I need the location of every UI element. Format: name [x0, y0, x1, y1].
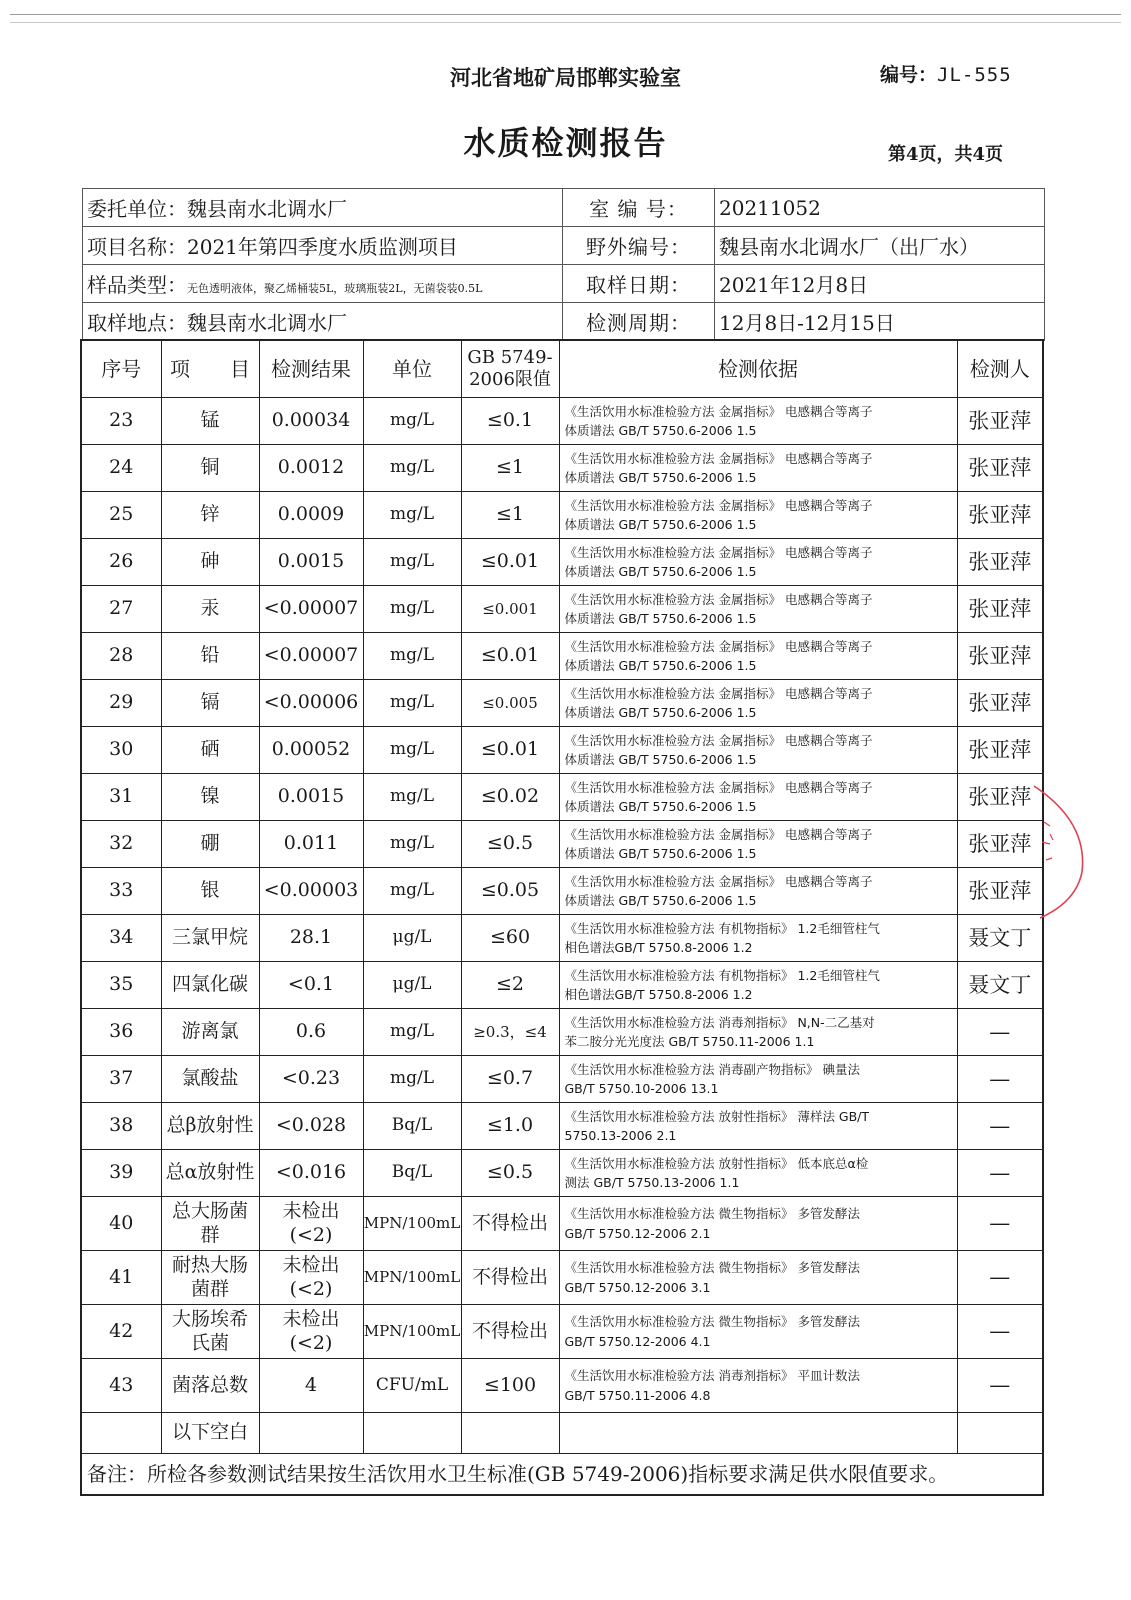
item-name: 锌 [161, 492, 259, 539]
item-name: 镉 [161, 680, 259, 727]
inspector-name: 张亚萍 [957, 539, 1043, 586]
basis-text-line2: 体质谱法 GB/T 5750.6-2006 1.5 [564, 470, 757, 485]
table-row [81, 1197, 1043, 1251]
item-name-line1: 耐热大肠 [171, 1253, 248, 1276]
unit-value: MPN/100mL [363, 1305, 461, 1359]
basis-text [559, 774, 957, 821]
row-number: 43 [81, 1359, 161, 1413]
basis-text-line1: 《生活饮用水标准检验方法 金属指标》 电感耦合等离子 [564, 732, 873, 748]
header-limit-line2: 2006限值 [469, 369, 551, 390]
result-value: <0.016 [259, 1150, 363, 1197]
basis-text-line2: 体质谱法 GB/T 5750.6-2006 1.5 [564, 846, 757, 861]
basis-text-line2: 体质谱法 GB/T 5750.6-2006 1.5 [564, 752, 757, 767]
inspector-name: 张亚萍 [957, 868, 1043, 915]
inspector-name: — [957, 1056, 1043, 1103]
result-value: <0.1 [259, 962, 363, 1009]
row-number: 32 [81, 821, 161, 868]
row-number: 30 [81, 727, 161, 774]
inspector-name: 张亚萍 [957, 492, 1043, 539]
item-name-line1: 大肠埃希 [171, 1307, 248, 1330]
basis-text-line1: 《生活饮用水标准检验方法 金属指标》 电感耦合等离子 [564, 591, 873, 607]
limit-value: ≤0.01 [461, 539, 559, 586]
lab-no-label: 室 编 号： [563, 189, 715, 227]
table-row [81, 445, 1043, 492]
table-row [81, 1454, 1043, 1496]
sampling-date-label: 取样日期： [563, 265, 715, 303]
header-unit: 单位 [363, 340, 461, 398]
blank-cell [957, 1413, 1043, 1454]
result-value: 28.1 [259, 915, 363, 962]
basis-text-line2: GB/T 5750.10-2006 13.1 [564, 1081, 719, 1096]
top-rule [10, 14, 1121, 15]
limit-value: 不得检出 [461, 1197, 559, 1251]
basis-text-line2: 5750.13-2006 2.1 [564, 1128, 677, 1143]
seal-marks [1042, 822, 1053, 860]
item-name [161, 1197, 259, 1251]
basis-text-line2: 体质谱法 GB/T 5750.6-2006 1.5 [564, 658, 757, 673]
row-number: 34 [81, 915, 161, 962]
limit-value: ≤2 [461, 962, 559, 1009]
project-value: 2021年第四季度水质监测项目 [187, 235, 458, 259]
serial-value: JL-555 [937, 64, 1012, 86]
header-item: 项 目 [161, 340, 259, 398]
limit-value: ≤1 [461, 445, 559, 492]
item-name [161, 1305, 259, 1359]
basis-text-line2: 体质谱法 GB/T 5750.6-2006 1.5 [564, 893, 757, 908]
location-value: 魏县南水北调水厂 [187, 311, 347, 335]
row-number: 29 [81, 680, 161, 727]
basis-text-line2: 体质谱法 GB/T 5750.6-2006 1.5 [564, 517, 757, 532]
client-cell [83, 189, 563, 227]
result-value: 0.011 [259, 821, 363, 868]
field-no-label: 野外编号： [563, 227, 715, 265]
basis-text [559, 1251, 957, 1305]
basis-text-line2: 苯二胺分光光度法 GB/T 5750.11-2006 1.1 [564, 1034, 815, 1049]
basis-text [559, 1150, 957, 1197]
table-row [81, 1056, 1043, 1103]
result-value: <0.028 [259, 1103, 363, 1150]
basis-text [559, 962, 957, 1009]
basis-text [559, 727, 957, 774]
table-row [81, 1103, 1043, 1150]
item-name-line2: 群 [200, 1223, 220, 1246]
basis-text [559, 1197, 957, 1251]
inspector-name: 张亚萍 [957, 398, 1043, 445]
table-row [81, 868, 1043, 915]
sample-type-cell [83, 265, 563, 303]
basis-text-line1: 《生活饮用水标准检验方法 金属指标》 电感耦合等离子 [564, 450, 873, 466]
red-seal-stamp [1030, 782, 1090, 922]
limit-value: ≤0.001 [461, 586, 559, 633]
row-number: 31 [81, 774, 161, 821]
info-row-project [83, 227, 1045, 265]
basis-text-line1: 《生活饮用水标准检验方法 有机物指标》 1.2毛细管柱气 [564, 920, 880, 936]
result-value-line2: (<2) [289, 1331, 333, 1354]
item-name: 银 [161, 868, 259, 915]
table-row [81, 1359, 1043, 1413]
inspector-name: 张亚萍 [957, 633, 1043, 680]
blank-cell [559, 1413, 957, 1454]
period-label: 检测周期： [563, 303, 715, 341]
unit-value: MPN/100mL [363, 1197, 461, 1251]
project-label: 项目名称： [87, 235, 187, 259]
table-row [81, 1251, 1043, 1305]
basis-text-line2: 体质谱法 GB/T 5750.6-2006 1.5 [564, 423, 757, 438]
table-row [81, 539, 1043, 586]
basis-text-line1: 《生活饮用水标准检验方法 放射性指标》 薄样法 GB/T [564, 1108, 870, 1124]
unit-value: mg/L [363, 1009, 461, 1056]
item-name [161, 1251, 259, 1305]
item-name-line1: 总大肠菌 [171, 1199, 248, 1222]
table-row [81, 398, 1043, 445]
table-row [81, 774, 1043, 821]
basis-text-line1: 《生活饮用水标准检验方法 金属指标》 电感耦合等离子 [564, 826, 873, 842]
unit-value: mg/L [363, 1056, 461, 1103]
basis-text [559, 539, 957, 586]
item-name: 汞 [161, 586, 259, 633]
header-result: 检测结果 [259, 340, 363, 398]
item-name: 硼 [161, 821, 259, 868]
item-name: 铅 [161, 633, 259, 680]
limit-value: ≤0.7 [461, 1056, 559, 1103]
info-row-sample-type [83, 265, 1045, 303]
results-table [80, 339, 1044, 1496]
limit-value: ≤0.5 [461, 821, 559, 868]
unit-value: mg/L [363, 586, 461, 633]
basis-text-line2: 相色谱法GB/T 5750.8-2006 1.2 [564, 940, 753, 955]
unit-value: mg/L [363, 492, 461, 539]
unit-value: mg/L [363, 398, 461, 445]
basis-text-line1: 《生活饮用水标准检验方法 金属指标》 电感耦合等离子 [564, 873, 873, 889]
top-rule-secondary [10, 22, 1121, 23]
result-value [259, 1305, 363, 1359]
result-value-line1: 未检出 [282, 1199, 340, 1222]
report-title: 水质检测报告 [463, 124, 668, 162]
basis-text [559, 492, 957, 539]
row-number: 35 [81, 962, 161, 1009]
unit-value: μg/L [363, 962, 461, 1009]
basis-text [559, 821, 957, 868]
basis-text-line1: 《生活饮用水标准检验方法 微生物指标》 多管发酵法 [564, 1314, 860, 1330]
inspector-name: — [957, 1103, 1043, 1150]
seal-arc [1034, 786, 1083, 918]
blank-cell [259, 1413, 363, 1454]
row-number: 36 [81, 1009, 161, 1056]
item-name: 锰 [161, 398, 259, 445]
inspector-name: — [957, 1150, 1043, 1197]
result-value-line1: 未检出 [282, 1253, 340, 1276]
row-number: 39 [81, 1150, 161, 1197]
result-value: 4 [259, 1359, 363, 1413]
result-value: 0.0015 [259, 774, 363, 821]
item-name: 砷 [161, 539, 259, 586]
basis-text [559, 915, 957, 962]
inspector-name: 张亚萍 [957, 586, 1043, 633]
limit-value: ≤1 [461, 492, 559, 539]
unit-value: Bq/L [363, 1150, 461, 1197]
basis-text [559, 586, 957, 633]
table-row [81, 633, 1043, 680]
result-value: 0.00034 [259, 398, 363, 445]
unit-value: mg/L [363, 680, 461, 727]
basis-text-line2: 体质谱法 GB/T 5750.6-2006 1.5 [564, 799, 757, 814]
row-number: 38 [81, 1103, 161, 1150]
basis-text-line1: 《生活饮用水标准检验方法 放射性指标》 低本底总α检 [564, 1155, 869, 1171]
unit-value: mg/L [363, 821, 461, 868]
blank-cell [363, 1413, 461, 1454]
client-label: 委托单位： [87, 197, 187, 221]
limit-value: ≤1.0 [461, 1103, 559, 1150]
unit-value: μg/L [363, 915, 461, 962]
sampling-date-value: 2021年12月8日 [715, 265, 1045, 303]
header-limit-line1: GB 5749- [467, 347, 553, 369]
item-name: 菌落总数 [161, 1359, 259, 1413]
header-basis: 检测依据 [559, 340, 957, 398]
inspector-name: — [957, 1359, 1043, 1413]
limit-value: ≤0.02 [461, 774, 559, 821]
period-value: 12月8日-12月15日 [715, 303, 1045, 341]
unit-value: mg/L [363, 727, 461, 774]
report-serial [880, 60, 1012, 87]
basis-text [559, 868, 957, 915]
basis-text [559, 1009, 957, 1056]
basis-text-line1: 《生活饮用水标准检验方法 有机物指标》 1.2毛细管柱气 [564, 967, 880, 983]
inspector-name: 张亚萍 [957, 821, 1043, 868]
result-value: <0.00003 [259, 868, 363, 915]
header-limit [461, 340, 559, 398]
organization-name: 河北省地矿局邯郸实验室 [450, 65, 681, 90]
item-name: 镍 [161, 774, 259, 821]
basis-text-line2: 体质谱法 GB/T 5750.6-2006 1.5 [564, 611, 757, 626]
item-name: 三氯甲烷 [161, 915, 259, 962]
row-number: 41 [81, 1251, 161, 1305]
location-label: 取样地点： [87, 311, 187, 335]
result-value: 0.6 [259, 1009, 363, 1056]
result-value: <0.00007 [259, 633, 363, 680]
basis-text-line1: 《生活饮用水标准检验方法 微生物指标》 多管发酵法 [564, 1206, 860, 1222]
header-inspector: 检测人 [957, 340, 1043, 398]
item-name: 铜 [161, 445, 259, 492]
item-name-line2: 菌群 [190, 1277, 229, 1300]
result-value-line2: (<2) [289, 1277, 333, 1300]
lab-no-value: 20211052 [715, 189, 1045, 227]
limit-value: 不得检出 [461, 1251, 559, 1305]
basis-text-line1: 《生活饮用水标准检验方法 金属指标》 电感耦合等离子 [564, 779, 873, 795]
table-row [81, 492, 1043, 539]
table-row [81, 1009, 1043, 1056]
row-number: 37 [81, 1056, 161, 1103]
row-number: 27 [81, 586, 161, 633]
basis-text [559, 1359, 957, 1413]
limit-value: ≤0.1 [461, 398, 559, 445]
basis-text-line2: 体质谱法 GB/T 5750.6-2006 1.5 [564, 564, 757, 579]
result-value: 0.00052 [259, 727, 363, 774]
basis-text-line1: 《生活饮用水标准检验方法 消毒剂指标》 N,N-二乙基对 [564, 1014, 875, 1030]
basis-text [559, 398, 957, 445]
table-header-row [81, 340, 1043, 398]
unit-value: mg/L [363, 633, 461, 680]
item-name: 游离氯 [161, 1009, 259, 1056]
result-value-line2: (<2) [289, 1223, 333, 1246]
result-value-line1: 未检出 [282, 1307, 340, 1330]
item-name: 总α放射性 [161, 1150, 259, 1197]
result-value [259, 1197, 363, 1251]
sample-type-value: 无色透明液体，聚乙烯桶装5L，玻璃瓶装2L，无菌袋装0.5L [187, 282, 483, 295]
item-name: 四氯化碳 [161, 962, 259, 1009]
item-name: 硒 [161, 727, 259, 774]
basis-text-line2: 体质谱法 GB/T 5750.6-2006 1.5 [564, 705, 757, 720]
location-cell [83, 303, 563, 341]
item-name: 总β放射性 [161, 1103, 259, 1150]
row-number: 25 [81, 492, 161, 539]
basis-text [559, 680, 957, 727]
basis-text-line2: 相色谱法GB/T 5750.8-2006 1.2 [564, 987, 753, 1002]
inspector-name: 张亚萍 [957, 727, 1043, 774]
basis-text-line1: 《生活饮用水标准检验方法 消毒剂指标》 平皿计数法 [564, 1368, 860, 1384]
row-number: 33 [81, 868, 161, 915]
field-no-value: 魏县南水北调水厂（出厂水） [715, 227, 1045, 265]
basis-text [559, 1056, 957, 1103]
limit-value: ≥0.3，≤4 [461, 1009, 559, 1056]
table-row [81, 915, 1043, 962]
unit-value: MPN/100mL [363, 1251, 461, 1305]
limit-value: ≤0.5 [461, 1150, 559, 1197]
inspector-name: 聂文丁 [957, 915, 1043, 962]
limit-value: ≤0.01 [461, 633, 559, 680]
blank-cell [81, 1413, 161, 1454]
row-number: 40 [81, 1197, 161, 1251]
basis-text-line1: 《生活饮用水标准检验方法 金属指标》 电感耦合等离子 [564, 544, 873, 560]
basis-text-line1: 《生活饮用水标准检验方法 微生物指标》 多管发酵法 [564, 1260, 860, 1276]
table-row [81, 1305, 1043, 1359]
inspector-name: — [957, 1197, 1043, 1251]
table-row [81, 680, 1043, 727]
blank-note: 以下空白 [161, 1413, 259, 1454]
result-value: <0.23 [259, 1056, 363, 1103]
result-value: <0.00006 [259, 680, 363, 727]
info-row-client [83, 189, 1045, 227]
unit-value: mg/L [363, 445, 461, 492]
result-value: 0.0015 [259, 539, 363, 586]
limit-value: ≤0.05 [461, 868, 559, 915]
table-row [81, 586, 1043, 633]
result-value: 0.0012 [259, 445, 363, 492]
inspector-name: 张亚萍 [957, 445, 1043, 492]
table-row [81, 1150, 1043, 1197]
result-value: <0.00007 [259, 586, 363, 633]
limit-value: 不得检出 [461, 1305, 559, 1359]
inspector-name: 张亚萍 [957, 680, 1043, 727]
inspector-name: — [957, 1251, 1043, 1305]
serial-label: 编号： [880, 64, 938, 86]
basis-text-line1: 《生活饮用水标准检验方法 消毒副产物指标》 碘量法 [564, 1061, 860, 1077]
project-cell [83, 227, 563, 265]
basis-text-line2: 测法 GB/T 5750.13-2006 1.1 [564, 1175, 740, 1190]
basis-text-line2: GB/T 5750.12-2006 4.1 [564, 1333, 711, 1349]
inspector-name: 聂文丁 [957, 962, 1043, 1009]
basis-text [559, 1305, 957, 1359]
row-number: 23 [81, 398, 161, 445]
limit-value: ≤0.005 [461, 680, 559, 727]
basis-text-line2: GB/T 5750.12-2006 2.1 [564, 1225, 711, 1241]
item-name-line2: 氏菌 [190, 1331, 229, 1354]
header-no: 序号 [81, 340, 161, 398]
unit-value: mg/L [363, 868, 461, 915]
result-value [259, 1251, 363, 1305]
unit-value: mg/L [363, 774, 461, 821]
inspector-name: — [957, 1305, 1043, 1359]
basis-text-line1: 《生活饮用水标准检验方法 金属指标》 电感耦合等离子 [564, 638, 873, 654]
page-number: 第4页，共4页 [888, 144, 1004, 165]
limit-value: ≤0.01 [461, 727, 559, 774]
table-row [81, 1413, 1043, 1454]
basis-text-line2: GB/T 5750.12-2006 3.1 [564, 1279, 711, 1295]
sample-type-label: 样品类型： [87, 273, 187, 297]
unit-value: Bq/L [363, 1103, 461, 1150]
table-row [81, 962, 1043, 1009]
basis-text-line2: GB/T 5750.11-2006 4.8 [564, 1387, 711, 1403]
row-number: 28 [81, 633, 161, 680]
unit-value: CFU/mL [363, 1359, 461, 1413]
table-row [81, 727, 1043, 774]
basis-text-line1: 《生活饮用水标准检验方法 金属指标》 电感耦合等离子 [564, 403, 873, 419]
basis-text [559, 1103, 957, 1150]
limit-value: ≤100 [461, 1359, 559, 1413]
info-row-location [83, 303, 1045, 341]
info-table [82, 188, 1045, 341]
basis-text-line1: 《生活饮用水标准检验方法 金属指标》 电感耦合等离子 [564, 685, 873, 701]
row-number: 26 [81, 539, 161, 586]
client-value: 魏县南水北调水厂 [187, 197, 347, 221]
basis-text-line1: 《生活饮用水标准检验方法 金属指标》 电感耦合等离子 [564, 497, 873, 513]
row-number: 24 [81, 445, 161, 492]
basis-text [559, 633, 957, 680]
blank-cell [461, 1413, 559, 1454]
unit-value: mg/L [363, 539, 461, 586]
limit-value: ≤60 [461, 915, 559, 962]
basis-text [559, 445, 957, 492]
table-row [81, 821, 1043, 868]
item-name: 氯酸盐 [161, 1056, 259, 1103]
row-number: 42 [81, 1305, 161, 1359]
result-value: 0.0009 [259, 492, 363, 539]
inspector-name: — [957, 1009, 1043, 1056]
remark-text: 备注：所检各参数测试结果按生活饮用水卫生标准(GB 5749-2006)指标要求满足供水限值要求。 [81, 1454, 1043, 1496]
inspector-name: 张亚萍 [957, 774, 1043, 821]
